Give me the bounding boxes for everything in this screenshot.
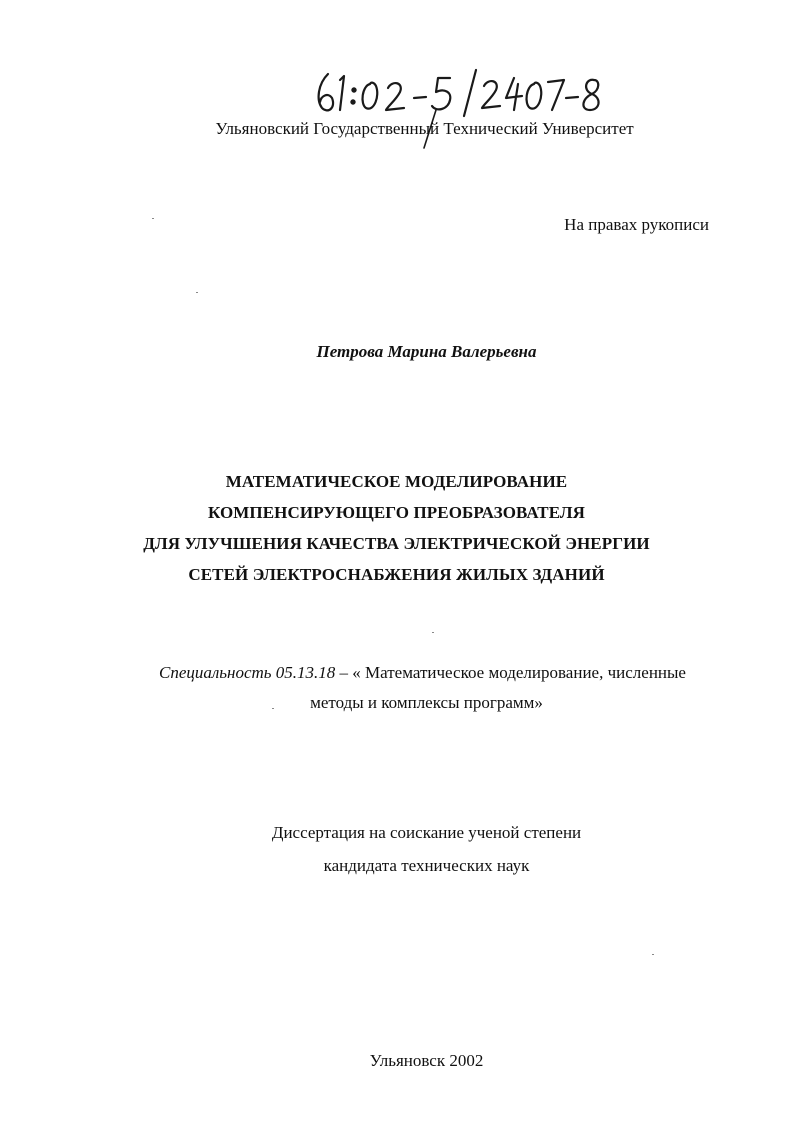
specialty-text: – « Математическое моделирование, численные	[335, 663, 686, 682]
degree-line-1: Диссертация на соискание ученой степени	[271, 823, 582, 842]
degree-line-2: кандидата технических наук	[323, 856, 530, 875]
handwritten-archive-number	[308, 66, 608, 118]
city-year: Ульяновск 2002	[369, 1051, 484, 1070]
title-line: МАТЕМАТИЧЕСКОЕ МОДЕЛИРОВАНИЕ	[225, 472, 568, 491]
title-line: СЕТЕЙ ЭЛЕКТРОСНАБЖЕНИЯ ЖИЛЫХ ЗДАНИЙ	[188, 565, 605, 584]
title-line: КОМПЕНСИРУЮЩЕГО ПРЕОБРАЗОВАТЕЛЯ	[207, 503, 586, 522]
specialty-line-1	[26, 662, 793, 684]
university-name: Ульяновский Государственный Технический Университет	[215, 119, 634, 138]
specialty-line-2: методы и комплексы программ»	[310, 693, 543, 712]
scan-speck	[652, 954, 654, 955]
specialty-label: Специальность 05.13.18	[159, 663, 336, 682]
dissertation-title	[0, 466, 793, 590]
scan-speck	[196, 292, 198, 293]
scan-speck	[272, 708, 274, 709]
scan-speck	[432, 632, 434, 633]
rights-note: На правах рукописи	[564, 215, 709, 234]
author-name: Петрова Марина Валерьевна	[316, 342, 537, 361]
scan-speck	[152, 218, 154, 219]
title-line: ДЛЯ УЛУЧШЕНИЯ КАЧЕСТВА ЭЛЕКТРИЧЕСКОЙ ЭНЕРГИИ	[143, 534, 650, 553]
